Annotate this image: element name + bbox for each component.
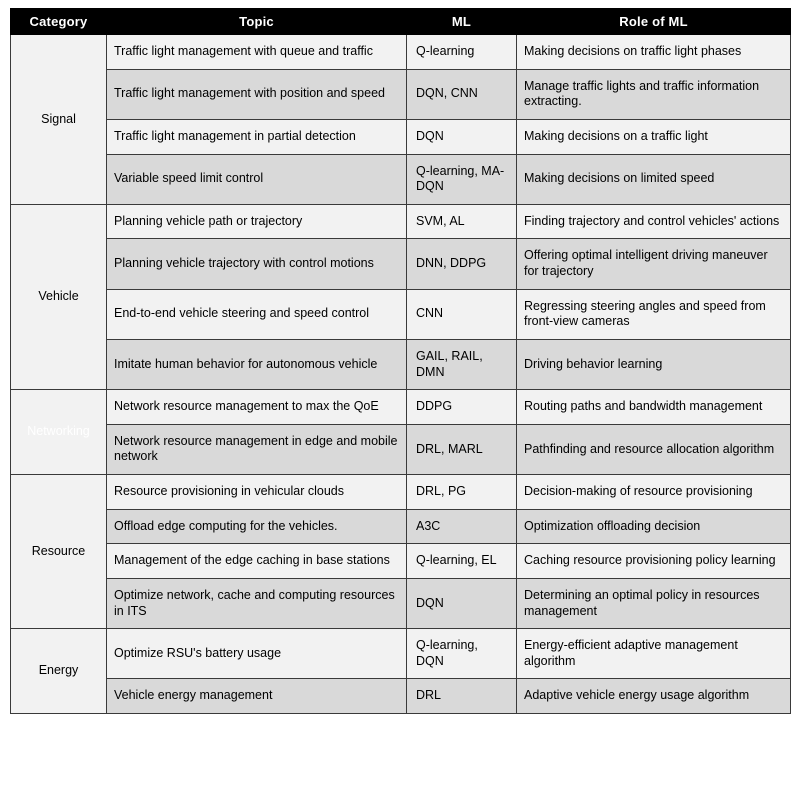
- role-cell: Driving behavior learning: [517, 339, 791, 389]
- ml-cell: A3C: [407, 509, 517, 544]
- ml-cell: DQN: [407, 119, 517, 154]
- table-row: [11, 289, 791, 339]
- table-row: [11, 390, 791, 425]
- table-row: [11, 204, 791, 239]
- role-cell: Offering optimal intelligent driving maneuver for trajectory: [517, 239, 791, 289]
- table-row: [11, 69, 791, 119]
- table-body: [11, 35, 791, 714]
- topic-cell: Traffic light management with queue and traffic: [107, 35, 407, 70]
- table-row: [11, 544, 791, 579]
- topic-cell: Planning vehicle path or trajectory: [107, 204, 407, 239]
- ml-survey-table: [10, 8, 791, 714]
- category-cell-vehicle: Vehicle: [11, 204, 107, 389]
- topic-cell: Traffic light management in partial detection: [107, 119, 407, 154]
- table-row: [11, 239, 791, 289]
- category-cell-networking: Networking: [11, 390, 107, 475]
- role-cell: Making decisions on limited speed: [517, 154, 791, 204]
- topic-cell: Variable speed limit control: [107, 154, 407, 204]
- table-row: [11, 35, 791, 70]
- role-cell: Determining an optimal policy in resources management: [517, 578, 791, 628]
- column-header-category: Category: [11, 9, 107, 35]
- column-header-topic: Topic: [107, 9, 407, 35]
- category-cell-energy: Energy: [11, 629, 107, 714]
- role-cell: Routing paths and bandwidth management: [517, 390, 791, 425]
- table-row: [11, 154, 791, 204]
- role-cell: Making decisions on a traffic light: [517, 119, 791, 154]
- table-row: [11, 578, 791, 628]
- role-cell: Adaptive vehicle energy usage algorithm: [517, 679, 791, 714]
- column-header-role: Role of ML: [517, 9, 791, 35]
- topic-cell: Vehicle energy management: [107, 679, 407, 714]
- role-cell: Decision-making of resource provisioning: [517, 475, 791, 510]
- topic-cell: Offload edge computing for the vehicles.: [107, 509, 407, 544]
- category-cell-signal: Signal: [11, 35, 107, 205]
- table-row: [11, 509, 791, 544]
- topic-cell: Network resource management to max the QoE: [107, 390, 407, 425]
- header-row: [11, 9, 791, 35]
- ml-cell: DRL: [407, 679, 517, 714]
- ml-cell: GAIL, RAIL, DMN: [407, 339, 517, 389]
- table-row: [11, 629, 791, 679]
- ml-cell: DQN: [407, 578, 517, 628]
- table-row: [11, 119, 791, 154]
- table-row: [11, 679, 791, 714]
- role-cell: Regressing steering angles and speed from front-view cameras: [517, 289, 791, 339]
- topic-cell: Management of the edge caching in base stations: [107, 544, 407, 579]
- category-cell-resource: Resource: [11, 475, 107, 629]
- topic-cell: Optimize RSU's battery usage: [107, 629, 407, 679]
- role-cell: Manage traffic lights and traffic information extracting.: [517, 69, 791, 119]
- topic-cell: Network resource management in edge and mobile network: [107, 424, 407, 474]
- ml-cell: DNN, DDPG: [407, 239, 517, 289]
- ml-cell: CNN: [407, 289, 517, 339]
- table-row: [11, 424, 791, 474]
- role-cell: Energy-efficient adaptive management algorithm: [517, 629, 791, 679]
- ml-cell: DRL, PG: [407, 475, 517, 510]
- topic-cell: End-to-end vehicle steering and speed control: [107, 289, 407, 339]
- ml-cell: Q-learning, DQN: [407, 629, 517, 679]
- topic-cell: Resource provisioning in vehicular clouds: [107, 475, 407, 510]
- ml-cell: SVM, AL: [407, 204, 517, 239]
- ml-cell: Q-learning: [407, 35, 517, 70]
- role-cell: Finding trajectory and control vehicles' actions: [517, 204, 791, 239]
- role-cell: Making decisions on traffic light phases: [517, 35, 791, 70]
- topic-cell: Imitate human behavior for autonomous vehicle: [107, 339, 407, 389]
- topic-cell: Traffic light management with position and speed: [107, 69, 407, 119]
- table-header: [11, 9, 791, 35]
- ml-cell: DQN, CNN: [407, 69, 517, 119]
- role-cell: Pathfinding and resource allocation algorithm: [517, 424, 791, 474]
- table-row: [11, 475, 791, 510]
- topic-cell: Optimize network, cache and computing resources in ITS: [107, 578, 407, 628]
- ml-cell: DRL, MARL: [407, 424, 517, 474]
- column-header-ml: ML: [407, 9, 517, 35]
- topic-cell: Planning vehicle trajectory with control motions: [107, 239, 407, 289]
- role-cell: Optimization offloading decision: [517, 509, 791, 544]
- ml-cell: DDPG: [407, 390, 517, 425]
- table-row: [11, 339, 791, 389]
- ml-cell: Q-learning, EL: [407, 544, 517, 579]
- ml-cell: Q-learning, MA-DQN: [407, 154, 517, 204]
- role-cell: Caching resource provisioning policy learning: [517, 544, 791, 579]
